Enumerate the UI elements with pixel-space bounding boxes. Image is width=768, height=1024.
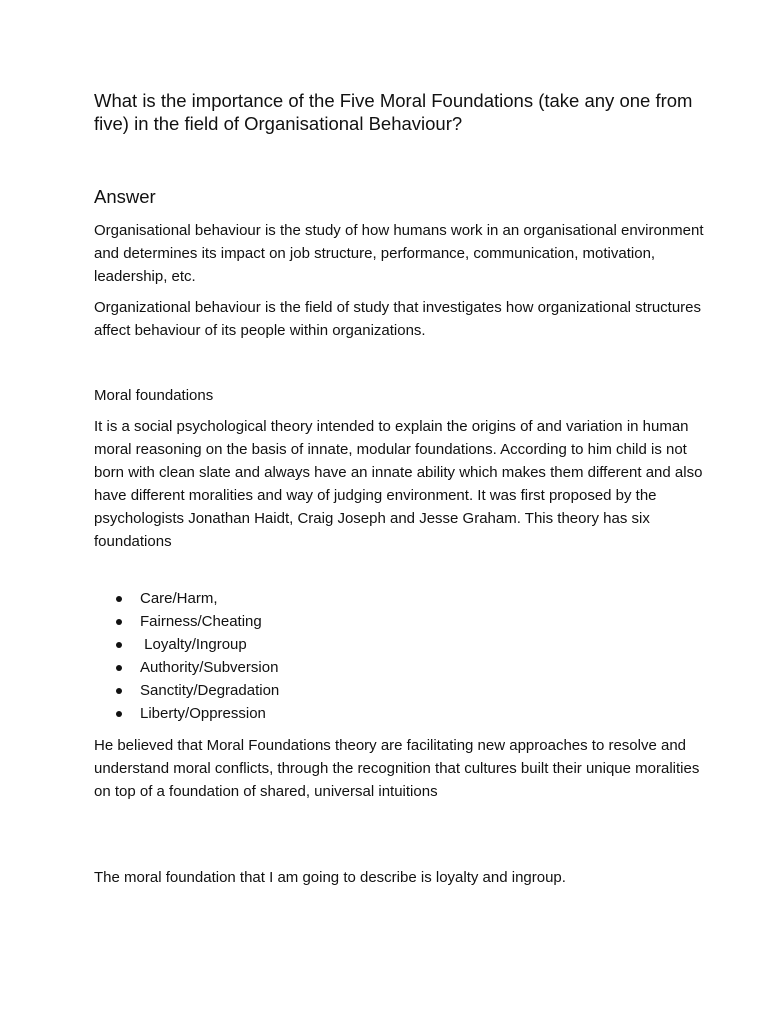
bullet-icon — [116, 711, 122, 717]
list-item — [94, 656, 494, 679]
paragraph-chosen-foundation: The moral foundation that I am going to describe is loyalty and ingroup. — [94, 869, 566, 886]
foundations-list — [94, 587, 494, 725]
list-item-label: Loyalty/Ingroup — [140, 636, 247, 653]
paragraph-organizational-behaviour-field: Organizational behaviour is the field of study that investigates how organizational structures affect behaviour of its people within organizations. — [94, 299, 702, 339]
bullet-icon — [116, 619, 122, 625]
list-item-label: Authority/Subversion — [140, 659, 279, 676]
paragraph-moral-foundations-theory: It is a social psychological theory intended to explain the origins of and variation in human moral reasoning on the basis of innate, modular foundations. According to him child is not born with clean slate and always have an innate ability which makes them different and also have different moralities and way of judging environment. It was first proposed by the psychologists Jonathan Haidt, Craig Joseph and Jesse Graham. This theory has six foundations — [94, 418, 703, 550]
list-item — [94, 633, 494, 656]
list-item-label: Fairness/Cheating — [140, 613, 262, 630]
paragraph-organisational-behaviour-definition: Organisational behaviour is the study of how humans work in an organisational environment and determines its impact on job structure, performance, communication, motivation, leadership, etc. — [94, 222, 704, 285]
moral-foundations-heading: Moral foundations — [94, 387, 214, 404]
list-item-label: Liberty/Oppression — [140, 705, 266, 722]
bullet-icon — [116, 596, 122, 602]
bullet-icon — [116, 665, 122, 671]
question-heading: What is the importance of the Five Moral Foundations (take any one from five) in the field of Organisational Behaviour? — [94, 90, 693, 134]
list-item — [94, 702, 494, 725]
list-item — [94, 587, 494, 610]
bullet-icon — [116, 688, 122, 694]
list-item-label: Sanctity/Degradation — [140, 682, 280, 699]
answer-heading: Answer — [94, 186, 156, 207]
list-item — [94, 679, 494, 702]
bullet-icon — [116, 642, 122, 648]
list-item-label: Care/Harm, — [140, 590, 218, 607]
paragraph-theory-approaches: He believed that Moral Foundations theory are facilitating new approaches to resolve and understand moral conflicts, through the recognition that cultures built their unique moralities on top of a foundation of shared, universal intuitions — [94, 737, 700, 800]
list-item — [94, 610, 494, 633]
